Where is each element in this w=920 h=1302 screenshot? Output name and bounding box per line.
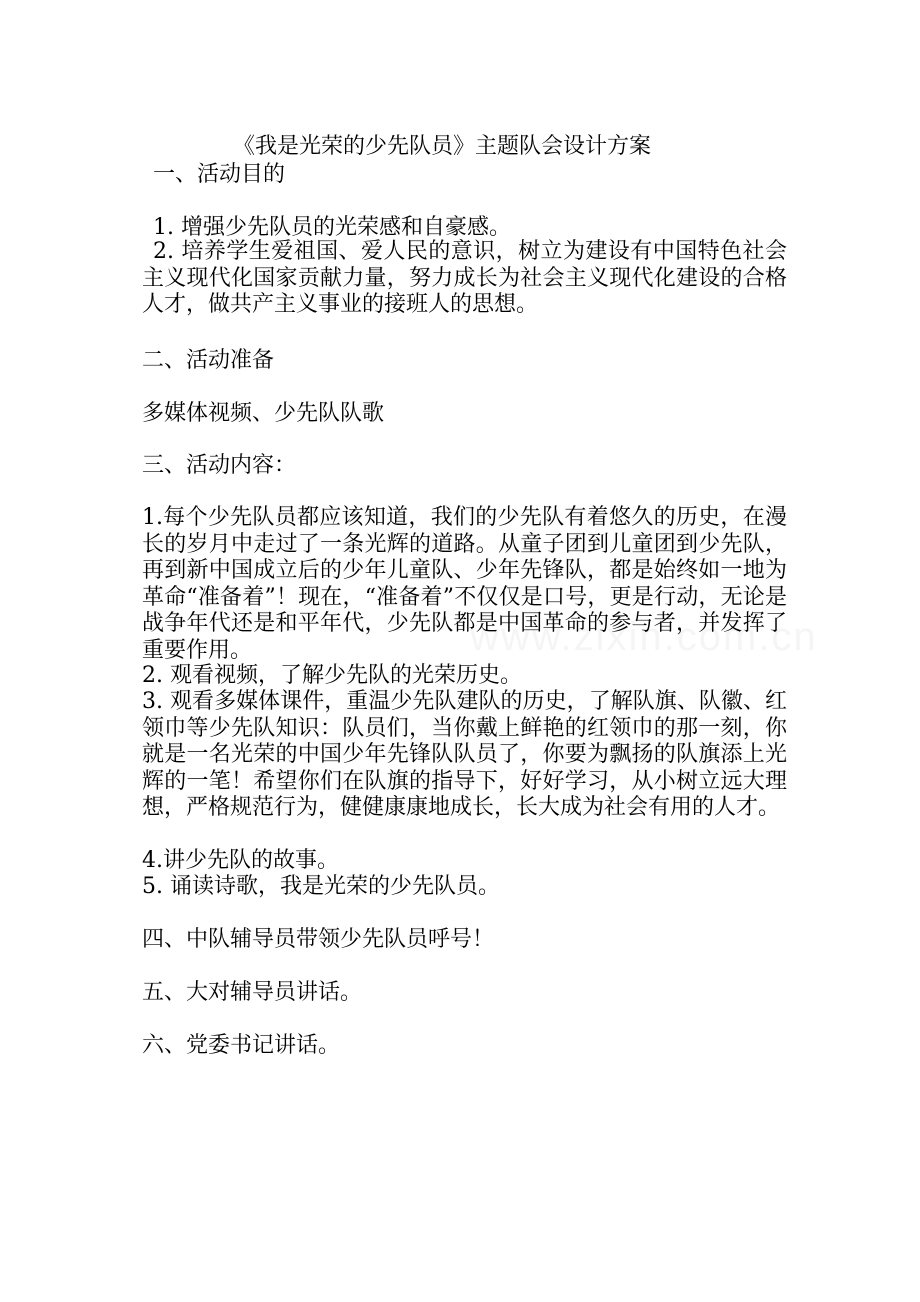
content-item-2: 2. 观看视频，了解少先队的光荣历史。 xyxy=(142,663,522,688)
purpose-item-1: 1. 增强少先队员的光荣感和自豪感。 xyxy=(153,215,511,240)
purpose-item-2: 2. 培养学生爱祖国、爱人民的意识，树立为建设有中国特色社会主义现代化国家贡献力量，努力成长为社会主义现代化建设的合格人才，做共产主义事业的接班人的思想。 xyxy=(142,239,787,318)
page-title: 《我是光荣的少先队员》主题队会设计方案 xyxy=(233,134,652,159)
section-heading-secretary-speech: 六、党委书记讲话。 xyxy=(142,1033,341,1058)
content-item-1: 1.每个少先队员都应该知道，我们的少先队有着悠久的历史，在漫长的岁月中走过了一条光辉的道路。从童子团到儿童团到少先队，再到新中国成立后的少年儿童队、少年先锋队，都是始终如一地为革命“准备着”！现在，“准备着”不仅仅是口号，更是行动，无论是战争年代还是和平年代，少先队都是中国革命的参与者，并发挥了重要作用。 xyxy=(142,505,787,663)
section-heading-purpose: 一、活动目的 xyxy=(153,162,286,187)
section-heading-slogan: 四、中队辅导员带领少先队员呼号！ xyxy=(142,927,495,952)
section-heading-counselor-speech: 五、大对辅导员讲话。 xyxy=(142,980,363,1005)
content-item-4: 4.讲少先队的故事。 xyxy=(142,848,339,873)
section-heading-preparation: 二、活动准备 xyxy=(142,348,275,373)
content-item-3: 3. 观看多媒体课件，重温少先队建队的历史，了解队旗、队徽、红领巾等少先队知识：队员们，当你戴上鲜艳的红领巾的那一刻，你就是一名光荣的中国少年先锋队队员了，你要为飘扬的队旗添上光辉的一笔！希望你们在队旗的指导下，好好学习，从小树立远大理想，严格规范行为，健健康康地成长，长大成为社会有用的人才。 xyxy=(142,689,787,821)
content-item-5: 5. 诵读诗歌，我是光荣的少先队员。 xyxy=(142,874,500,899)
section-heading-content: 三、活动内容： xyxy=(142,453,297,478)
preparation-content: 多媒体视频、少先队队歌 xyxy=(142,401,385,426)
